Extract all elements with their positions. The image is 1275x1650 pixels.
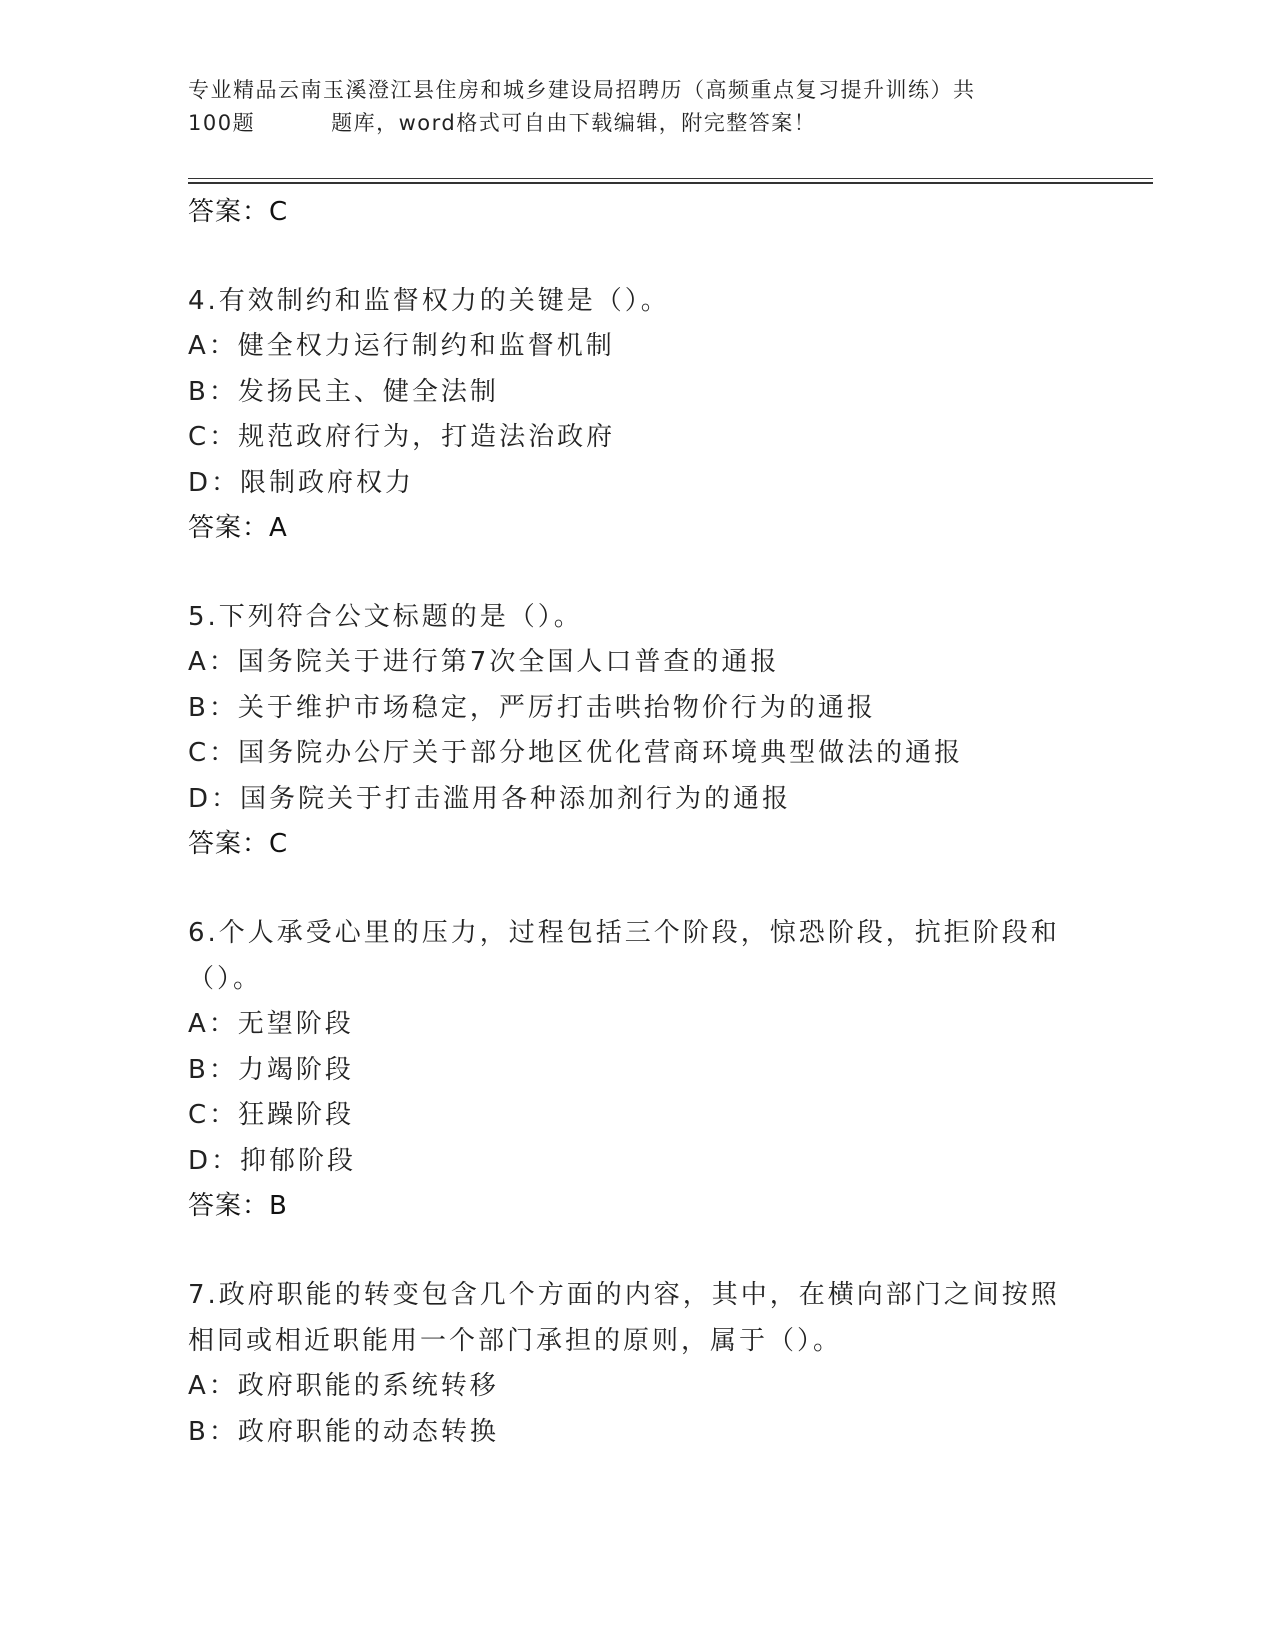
option-b: B：关于维护市场稳定，严厉打击哄抬物价行为的通报 (188, 692, 876, 723)
answer: 答案：C (188, 829, 289, 859)
question-text: 4.有效制约和监督权力的关键是（）。 (188, 286, 670, 316)
option-d: D：限制政府权力 (188, 467, 415, 498)
option-a: A：无望阶段 (188, 1009, 354, 1039)
page-header (188, 74, 1068, 140)
answer: 答案：A (188, 513, 288, 543)
question-list (188, 190, 1088, 1455)
option-b: B：力竭阶段 (188, 1054, 354, 1085)
option-b: B：政府职能的动态转换 (188, 1416, 499, 1447)
option-a: A：国务院关于进行第7次全国人口普查的通报 (188, 647, 780, 677)
header-rule-thick (188, 182, 1153, 184)
question-block-6 (188, 910, 1088, 1228)
question-text: 6.个人承受心里的压力，过程包括三个阶段，惊恐阶段，抗拒阶段和（）。 (188, 918, 1060, 994)
option-a: A：健全权力运行制约和监督机制 (188, 331, 615, 361)
question-block-7 (188, 1272, 1088, 1455)
header-title-line1: 专业精品云南玉溪澄江县住房和城乡建设局招聘历（高频重点复习提升训练）共 (188, 78, 976, 102)
option-c: C：狂躁阶段 (188, 1100, 355, 1130)
option-b: B：发扬民主、健全法制 (188, 376, 499, 407)
question-block-5 (188, 594, 1088, 866)
header-subtitle: 题库，word格式可自由下载编辑，附完整答案！ (331, 111, 817, 135)
option-c: C：国务院办公厅关于部分地区优化营商环境典型做法的通报 (188, 738, 964, 768)
answer-q3: 答案：C (188, 197, 289, 227)
option-c: C：规范政府行为，打造法治政府 (188, 422, 616, 452)
question-text: 5.下列符合公文标题的是（）。 (188, 602, 583, 632)
answer: 答案：B (188, 1191, 288, 1221)
question-text: 7.政府职能的转变包含几个方面的内容，其中，在横向部门之间按照相同或相近职能用一个部门承担的原则，属于（）。 (188, 1280, 1060, 1356)
header-rule-thin (188, 178, 1153, 179)
option-a: A：政府职能的系统转移 (188, 1371, 499, 1401)
option-d: D：国务院关于打击滥用各种添加剂行为的通报 (188, 783, 792, 814)
header-question-count: 100题 (188, 111, 256, 135)
option-d: D：抑郁阶段 (188, 1145, 357, 1176)
header-title-line2 (188, 107, 1068, 140)
question-block-4 (188, 278, 1088, 550)
